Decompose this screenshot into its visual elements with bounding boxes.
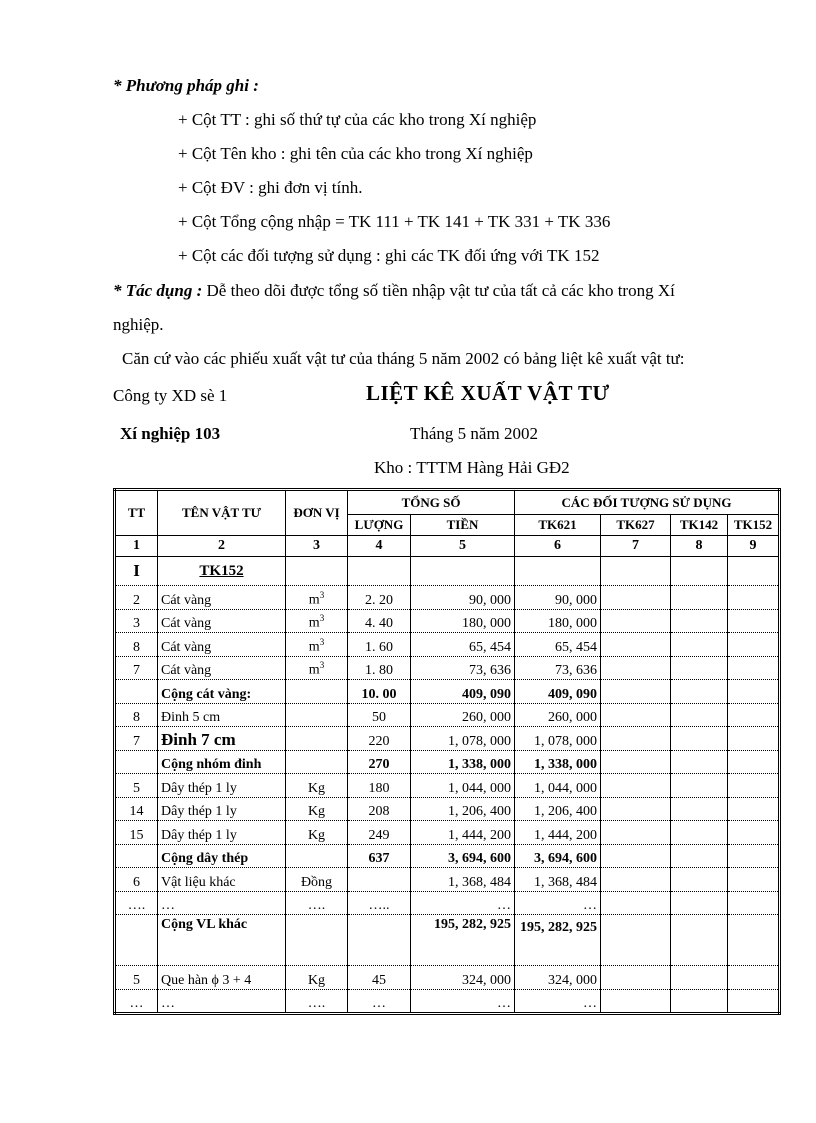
rule-line: + Cột Tổng cộng nhập = TK 111 + TK 141 + TK 331 + TK 336 <box>178 212 611 231</box>
cell-unit: Kg <box>286 966 348 990</box>
cell-qty: 1. 80 <box>348 656 411 680</box>
cell-unit: …. <box>286 989 348 1014</box>
cell-name: Dây thép 1 ly <box>158 774 286 798</box>
cell-tk627 <box>601 844 671 868</box>
material-issue-table <box>113 488 781 1015</box>
effect-text-continued: nghiệp. <box>113 315 164 334</box>
cell-qty: 10. 00 <box>348 680 411 704</box>
cell-tk152 <box>728 966 780 990</box>
group-tt: I <box>115 557 158 586</box>
cell-tk621: … <box>515 891 601 915</box>
header-unit: ĐƠN VỊ <box>286 490 348 536</box>
cell-name: Dây thép 1 ly <box>158 797 286 821</box>
cell-name: Que hàn ϕ 3 + 4 <box>158 966 286 990</box>
subtotal-row <box>115 680 780 704</box>
cell-tk621: 324, 000 <box>515 966 601 990</box>
cell-amount: … <box>411 989 515 1014</box>
col-number: 3 <box>286 536 348 557</box>
cell-tk621: 73, 636 <box>515 656 601 680</box>
basis-paragraph: Căn cứ vào các phiếu xuất vật tư của tháng 5 năm 2002 có bảng liệt kê xuất vật tư: <box>122 349 685 368</box>
column-number-row <box>115 536 780 557</box>
cell-tk152 <box>728 656 780 680</box>
cell-unit: Kg <box>286 797 348 821</box>
cell-name: Cát vàng <box>158 609 286 633</box>
cell-tk627 <box>601 989 671 1014</box>
cell-amount: 260, 000 <box>411 703 515 727</box>
cell-name: Đinh 7 cm <box>158 727 286 751</box>
cell-tk621: … <box>515 989 601 1014</box>
cell-tk142 <box>671 750 728 774</box>
header-tk142: TK142 <box>671 515 728 536</box>
cell-tk142 <box>671 774 728 798</box>
cell-tt: 3 <box>115 609 158 633</box>
cell-name: Cát vàng <box>158 633 286 657</box>
header-tk627: TK627 <box>601 515 671 536</box>
cell-name: … <box>158 891 286 915</box>
cell-amount: 409, 090 <box>411 680 515 704</box>
cell-tt: 15 <box>115 821 158 845</box>
rule-line: + Cột Tên kho : ghi tên của các kho trong Xí nghiệp <box>178 144 533 163</box>
cell-name: Cộng cát vàng: <box>158 680 286 704</box>
cell-qty: 45 <box>348 966 411 990</box>
cell-tt <box>115 844 158 868</box>
cell-tk142 <box>671 656 728 680</box>
cell-qty: 50 <box>348 703 411 727</box>
col-number: 5 <box>411 536 515 557</box>
cell-amount: 1, 444, 200 <box>411 821 515 845</box>
cell-tt <box>115 915 158 966</box>
cell-tk621: 1, 444, 200 <box>515 821 601 845</box>
cell-name: Dây thép 1 ly <box>158 821 286 845</box>
cell-tk627 <box>601 797 671 821</box>
cell-tk152 <box>728 703 780 727</box>
cell-amount: 180, 000 <box>411 609 515 633</box>
cell-tk152 <box>728 586 780 610</box>
table-row <box>115 703 780 727</box>
cell-qty: … <box>348 989 411 1014</box>
cell-tk627 <box>601 680 671 704</box>
header-amount: TIỀN <box>411 515 515 536</box>
col-number: 8 <box>671 536 728 557</box>
col-number: 9 <box>728 536 780 557</box>
cell-tk627 <box>601 750 671 774</box>
cell-tk152 <box>728 989 780 1014</box>
cell-tk627 <box>601 703 671 727</box>
table-row <box>115 891 780 915</box>
group-row <box>115 557 780 586</box>
cell-tk627 <box>601 774 671 798</box>
cell-unit: Kg <box>286 821 348 845</box>
cell-tk152 <box>728 797 780 821</box>
cell-tk142 <box>671 703 728 727</box>
cell-tt: 7 <box>115 656 158 680</box>
cell-unit <box>286 844 348 868</box>
cell-qty <box>348 868 411 892</box>
cell-amount: 73, 636 <box>411 656 515 680</box>
col-number: 4 <box>348 536 411 557</box>
header-name: TÊN VẬT TƯ <box>158 490 286 536</box>
cell-amount: 65, 454 <box>411 633 515 657</box>
cell-amount: 3, 694, 600 <box>411 844 515 868</box>
cell-unit <box>286 727 348 751</box>
cell-unit <box>286 680 348 704</box>
cell-name: Cộng VL khác <box>158 915 286 966</box>
cell-name: … <box>158 989 286 1014</box>
method-heading: * Phương pháp ghi : <box>113 76 259 95</box>
unit-name: Xí nghiệp 103 <box>120 424 221 443</box>
cell-tk152 <box>728 821 780 845</box>
cell-qty: 1. 60 <box>348 633 411 657</box>
cell-tt: 5 <box>115 966 158 990</box>
subtotal-row <box>115 915 780 966</box>
cell-qty: 270 <box>348 750 411 774</box>
header-tk152: TK152 <box>728 515 780 536</box>
effect-label: * Tác dụng : <box>113 281 203 300</box>
cell-amount: 195, 282, 925 <box>411 915 515 966</box>
cell-qty: ….. <box>348 891 411 915</box>
cell-qty: 2. 20 <box>348 586 411 610</box>
table-row <box>115 821 780 845</box>
cell-tk142 <box>671 915 728 966</box>
rule-line: + Cột các đối tượng sử dụng : ghi các TK đối ứng với TK 152 <box>178 246 600 265</box>
table-row <box>115 774 780 798</box>
group-name: TK152 <box>158 557 286 586</box>
cell-name: Đinh 5 cm <box>158 703 286 727</box>
cell-tk627 <box>601 727 671 751</box>
cell-tk621: 1, 044, 000 <box>515 774 601 798</box>
table-row <box>115 989 780 1014</box>
table-row <box>115 797 780 821</box>
cell-unit: …. <box>286 891 348 915</box>
cell-tk621: 65, 454 <box>515 633 601 657</box>
cell-tk152 <box>728 868 780 892</box>
cell-tt: 8 <box>115 703 158 727</box>
cell-tt: 6 <box>115 868 158 892</box>
cell-tk142 <box>671 586 728 610</box>
cell-tk142 <box>671 727 728 751</box>
cell-unit: Đồng <box>286 868 348 892</box>
cell-tt: …. <box>115 891 158 915</box>
cell-tk621: 1, 338, 000 <box>515 750 601 774</box>
cell-qty: 637 <box>348 844 411 868</box>
cell-name: Cộng nhóm đinh <box>158 750 286 774</box>
cell-tk152 <box>728 750 780 774</box>
cell-tk152 <box>728 844 780 868</box>
company-name: Công ty XD sè 1 <box>113 386 228 405</box>
col-number: 7 <box>601 536 671 557</box>
header-qty: LƯỢNG <box>348 515 411 536</box>
cell-tt <box>115 750 158 774</box>
cell-unit <box>286 703 348 727</box>
cell-tk627 <box>601 586 671 610</box>
cell-name: Cộng dây thép <box>158 844 286 868</box>
cell-amount: … <box>411 891 515 915</box>
cell-tt: 5 <box>115 774 158 798</box>
table-row <box>115 656 780 680</box>
cell-tk627 <box>601 609 671 633</box>
cell-qty: 208 <box>348 797 411 821</box>
cell-amount: 90, 000 <box>411 586 515 610</box>
cell-tk621: 1, 368, 484 <box>515 868 601 892</box>
table-row <box>115 586 780 610</box>
cell-unit: $m^3$ <box>286 609 348 633</box>
subtotal-row <box>115 844 780 868</box>
subtotal-row <box>115 750 780 774</box>
cell-tk142 <box>671 821 728 845</box>
cell-tk621: 195, 282, 925 <box>515 915 601 966</box>
cell-tt <box>115 680 158 704</box>
cell-tk621: 90, 000 <box>515 586 601 610</box>
cell-amount: 1, 368, 484 <box>411 868 515 892</box>
warehouse: Kho : TTTM Hàng Hải GĐ2 <box>374 458 570 477</box>
table-row <box>115 609 780 633</box>
cell-unit: Kg <box>286 774 348 798</box>
header-tt: TT <box>115 490 158 536</box>
rule-line: + Cột TT : ghi số thứ tự của các kho trong Xí nghiệp <box>178 110 537 129</box>
cell-tk621: 1, 206, 400 <box>515 797 601 821</box>
cell-tk627 <box>601 966 671 990</box>
cell-tt: 2 <box>115 586 158 610</box>
cell-amount: 1, 078, 000 <box>411 727 515 751</box>
col-number: 2 <box>158 536 286 557</box>
cell-tk621: 409, 090 <box>515 680 601 704</box>
cell-tt: 7 <box>115 727 158 751</box>
table-row <box>115 727 780 751</box>
cell-unit <box>286 915 348 966</box>
period: Tháng 5 năm 2002 <box>410 424 538 443</box>
cell-tk142 <box>671 633 728 657</box>
cell-unit: $m^3$ <box>286 656 348 680</box>
cell-qty: 220 <box>348 727 411 751</box>
cell-tk142 <box>671 989 728 1014</box>
cell-tk152 <box>728 774 780 798</box>
table-row <box>115 633 780 657</box>
cell-tt: … <box>115 989 158 1014</box>
cell-amount: 1, 044, 000 <box>411 774 515 798</box>
cell-tk627 <box>601 656 671 680</box>
cell-tk627 <box>601 868 671 892</box>
cell-amount: 1, 338, 000 <box>411 750 515 774</box>
cell-amount: 324, 000 <box>411 966 515 990</box>
cell-tk152 <box>728 891 780 915</box>
header-usage-group: CÁC ĐỐI TƯỢNG SỬ DỤNG <box>515 490 780 515</box>
cell-tk152 <box>728 609 780 633</box>
cell-qty: 4. 40 <box>348 609 411 633</box>
cell-tk627 <box>601 821 671 845</box>
cell-tk152 <box>728 727 780 751</box>
cell-tt: 14 <box>115 797 158 821</box>
cell-tk152 <box>728 633 780 657</box>
cell-tk142 <box>671 680 728 704</box>
cell-tk152 <box>728 680 780 704</box>
cell-name: Cát vàng <box>158 586 286 610</box>
effect-text: Dễ theo dõi được tổng số tiền nhập vật tư của tất cả các kho trong Xí <box>202 281 675 300</box>
cell-unit: $m^3$ <box>286 633 348 657</box>
cell-qty: 249 <box>348 821 411 845</box>
cell-tk142 <box>671 844 728 868</box>
cell-tk152 <box>728 915 780 966</box>
col-number: 6 <box>515 536 601 557</box>
cell-unit: $m^3$ <box>286 586 348 610</box>
cell-tt: 8 <box>115 633 158 657</box>
cell-tk621: 1, 078, 000 <box>515 727 601 751</box>
col-number: 1 <box>115 536 158 557</box>
cell-tk142 <box>671 868 728 892</box>
rule-line: + Cột ĐV : ghi đơn vị tính. <box>178 178 363 197</box>
cell-tk621: 180, 000 <box>515 609 601 633</box>
effect-paragraph <box>113 281 675 301</box>
cell-qty <box>348 915 411 966</box>
cell-tk627 <box>601 915 671 966</box>
cell-tk142 <box>671 966 728 990</box>
cell-tk142 <box>671 609 728 633</box>
cell-tk627 <box>601 633 671 657</box>
cell-name: Cát vàng <box>158 656 286 680</box>
cell-name: Vật liệu khác <box>158 868 286 892</box>
cell-qty: 180 <box>348 774 411 798</box>
cell-tk142 <box>671 797 728 821</box>
cell-amount: 1, 206, 400 <box>411 797 515 821</box>
cell-tk621: 260, 000 <box>515 703 601 727</box>
cell-tk621: 3, 694, 600 <box>515 844 601 868</box>
cell-tk142 <box>671 891 728 915</box>
table-row <box>115 868 780 892</box>
header-tk621: TK621 <box>515 515 601 536</box>
cell-tk627 <box>601 891 671 915</box>
cell-unit <box>286 750 348 774</box>
table-row <box>115 966 780 990</box>
header-total-group: TỔNG SỐ <box>348 490 515 515</box>
document-title: LIỆT KÊ XUẤT VẬT TƯ <box>366 381 610 405</box>
